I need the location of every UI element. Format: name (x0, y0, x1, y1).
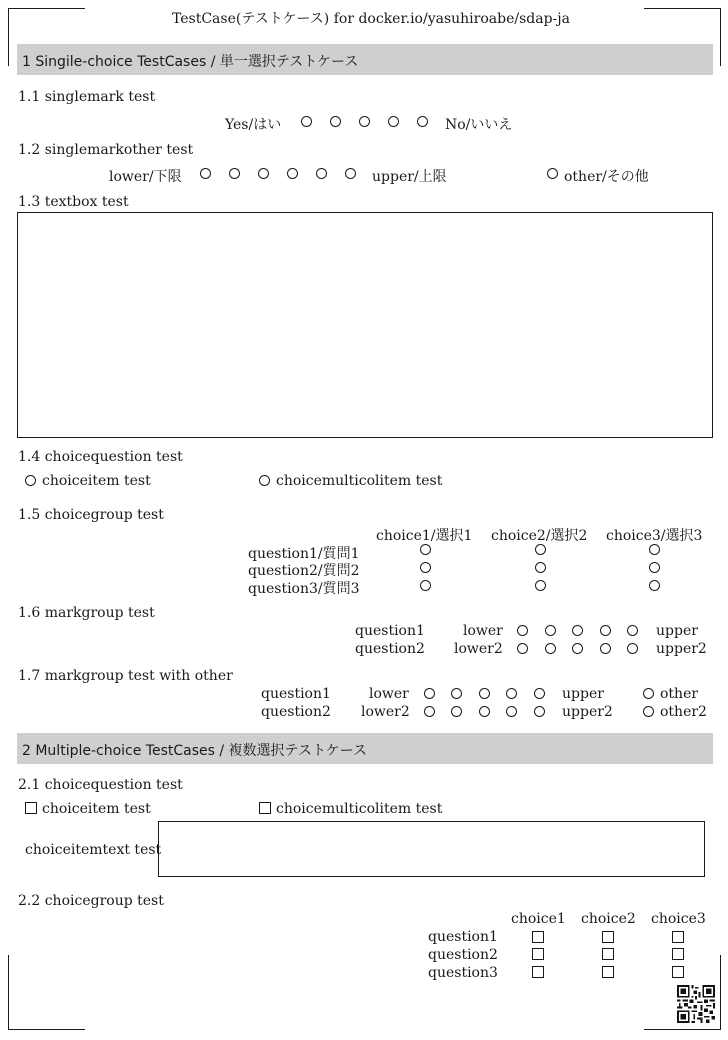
q2-2-r3-c1[interactable] (532, 966, 544, 978)
q2-2-col-1: choice1 (511, 911, 566, 927)
q1-7-r1-other: other (660, 686, 699, 702)
page-title: TestCase(テストケース) for docker.io/yasuhiroabe/sdap-ja (172, 11, 570, 27)
q1-7-r2-question: question2 (261, 704, 331, 720)
q1-3-textbox[interactable] (17, 212, 713, 438)
q1-3-title: 1.3 textbox test (18, 194, 129, 210)
q1-4-title: 1.4 choicequestion test (18, 449, 183, 465)
q1-4-item-2: choicemulticolitem test (276, 473, 443, 489)
q1-1-radio-5[interactable] (417, 116, 428, 127)
q1-6-r2-radio-1[interactable] (517, 643, 528, 654)
q1-6-r1-radio-2[interactable] (545, 625, 556, 636)
q2-2-r2-c1[interactable] (532, 948, 544, 960)
q1-1-radio-2[interactable] (330, 116, 341, 127)
q1-7-r2-upper: upper2 (562, 704, 613, 720)
q1-5-r3-c3[interactable] (649, 580, 660, 591)
q1-6-r2-radio-4[interactable] (600, 643, 611, 654)
q2-2-r1-c3[interactable] (672, 931, 684, 943)
q1-5-r2-c3[interactable] (649, 562, 660, 573)
q2-1-text-label: choiceitemtext test (25, 842, 162, 858)
q2-2-col-3: choice3 (651, 911, 706, 927)
q2-2-r3-c3[interactable] (672, 966, 684, 978)
q1-2-title: 1.2 singlemarkother test (18, 142, 194, 158)
q1-2-left-label: lower/下限 (109, 169, 182, 185)
q1-1-radio-1[interactable] (301, 116, 312, 127)
q1-5-title: 1.5 choicegroup test (18, 507, 164, 523)
q1-2-radio-3[interactable] (258, 168, 269, 179)
q1-7-r2-lower: lower2 (361, 704, 410, 720)
q1-6-r2-upper: upper2 (656, 641, 707, 657)
q1-6-r1-lower: lower (463, 623, 503, 639)
q1-5-col-2: choice2/選択2 (491, 528, 588, 544)
q1-2-radio-1[interactable] (200, 168, 211, 179)
q2-1-item-2: choicemulticolitem test (276, 801, 443, 817)
q1-7-r1-radio-other[interactable] (643, 688, 654, 699)
q1-5-r1-c3[interactable] (649, 544, 660, 555)
q1-5-r2-c1[interactable] (420, 562, 431, 573)
section-2-header (17, 733, 713, 764)
q1-2-radio-6[interactable] (345, 168, 356, 179)
q1-7-r1-lower: lower (369, 686, 409, 702)
q1-6-title: 1.6 markgroup test (18, 605, 155, 621)
q1-6-r2-radio-2[interactable] (545, 643, 556, 654)
q1-5-col-1: choice1/選択1 (376, 528, 473, 544)
q1-7-r2-radio-5[interactable] (534, 706, 545, 717)
q1-2-radio-other[interactable] (547, 168, 558, 179)
q1-7-title: 1.7 markgroup test with other (18, 668, 233, 684)
q1-5-r2-c2[interactable] (535, 562, 546, 573)
q1-7-r2-radio-other[interactable] (643, 706, 654, 717)
q1-4-radio-1[interactable] (25, 475, 36, 486)
q1-6-r2-radio-3[interactable] (572, 643, 583, 654)
q1-2-right-label: upper/上限 (372, 169, 447, 185)
q2-2-row-2: question2 (428, 947, 498, 963)
q1-4-radio-2[interactable] (259, 475, 270, 486)
q1-5-row-2: question2/質問2 (248, 563, 360, 579)
corner-mark-bottom-left (8, 955, 85, 1030)
q1-6-r2-lower: lower2 (454, 641, 503, 657)
q1-1-right-label: No/いいえ (445, 117, 513, 133)
qr-code-icon (677, 985, 715, 1023)
section-1-header (17, 44, 713, 75)
q2-1-checkbox-1[interactable] (25, 802, 37, 814)
q2-2-row-3: question3 (428, 965, 498, 981)
q1-2-radio-5[interactable] (316, 168, 327, 179)
q1-1-title: 1.1 singlemark test (18, 89, 156, 105)
q1-5-r3-c2[interactable] (535, 580, 546, 591)
q1-7-r2-radio-1[interactable] (424, 706, 435, 717)
q1-1-radio-3[interactable] (359, 116, 370, 127)
q2-2-row-1: question1 (428, 929, 498, 945)
q1-7-r2-other: other2 (660, 704, 707, 720)
q2-2-r1-c1[interactable] (532, 931, 544, 943)
q1-7-r1-radio-3[interactable] (479, 688, 490, 699)
q1-6-r1-question: question1 (355, 623, 425, 639)
section-1-title: 1 Singile-choice TestCases / 単一選択テストケース (22, 54, 359, 70)
q1-6-r2-question: question2 (355, 641, 425, 657)
q1-5-col-3: choice3/選択3 (606, 528, 703, 544)
q2-1-checkbox-2[interactable] (259, 802, 271, 814)
q1-5-row-1: question1/質問1 (248, 546, 360, 562)
q2-2-title: 2.2 choicegroup test (18, 893, 164, 909)
q1-7-r1-radio-1[interactable] (424, 688, 435, 699)
q1-6-r1-radio-4[interactable] (600, 625, 611, 636)
q1-2-radio-2[interactable] (229, 168, 240, 179)
q1-5-r3-c1[interactable] (420, 580, 431, 591)
q1-7-r2-radio-4[interactable] (506, 706, 517, 717)
q1-1-left-label: Yes/はい (225, 117, 282, 133)
q1-6-r1-radio-5[interactable] (627, 625, 638, 636)
q2-2-r1-c2[interactable] (602, 931, 614, 943)
q1-6-r2-radio-5[interactable] (627, 643, 638, 654)
q1-6-r1-upper: upper (656, 623, 698, 639)
q1-5-r1-c2[interactable] (535, 544, 546, 555)
q1-7-r1-radio-5[interactable] (534, 688, 545, 699)
q2-1-item-1: choiceitem test (42, 801, 151, 817)
q1-7-r2-radio-3[interactable] (479, 706, 490, 717)
section-2-title: 2 Multiple-choice TestCases / 複数選択テストケース (22, 743, 368, 759)
q2-2-r2-c3[interactable] (672, 948, 684, 960)
q2-1-title: 2.1 choicequestion test (18, 777, 183, 793)
q1-2-other-label: other/その他 (564, 169, 649, 185)
q2-2-r2-c2[interactable] (602, 948, 614, 960)
q2-1-textbox[interactable] (158, 821, 705, 877)
q1-7-r1-radio-4[interactable] (506, 688, 517, 699)
q1-7-r1-question: question1 (261, 686, 331, 702)
q1-2-radio-4[interactable] (287, 168, 298, 179)
q2-2-r3-c2[interactable] (602, 966, 614, 978)
q1-6-r1-radio-1[interactable] (517, 625, 528, 636)
q1-4-item-1: choiceitem test (42, 473, 151, 489)
q1-7-r1-upper: upper (562, 686, 604, 702)
q1-5-row-3: question3/質問3 (248, 581, 360, 597)
q1-1-radio-4[interactable] (388, 116, 399, 127)
q1-5-r1-c1[interactable] (420, 544, 431, 555)
q1-7-r1-radio-2[interactable] (451, 688, 462, 699)
q1-7-r2-radio-2[interactable] (451, 706, 462, 717)
q1-6-r1-radio-3[interactable] (572, 625, 583, 636)
q2-2-col-2: choice2 (581, 911, 636, 927)
